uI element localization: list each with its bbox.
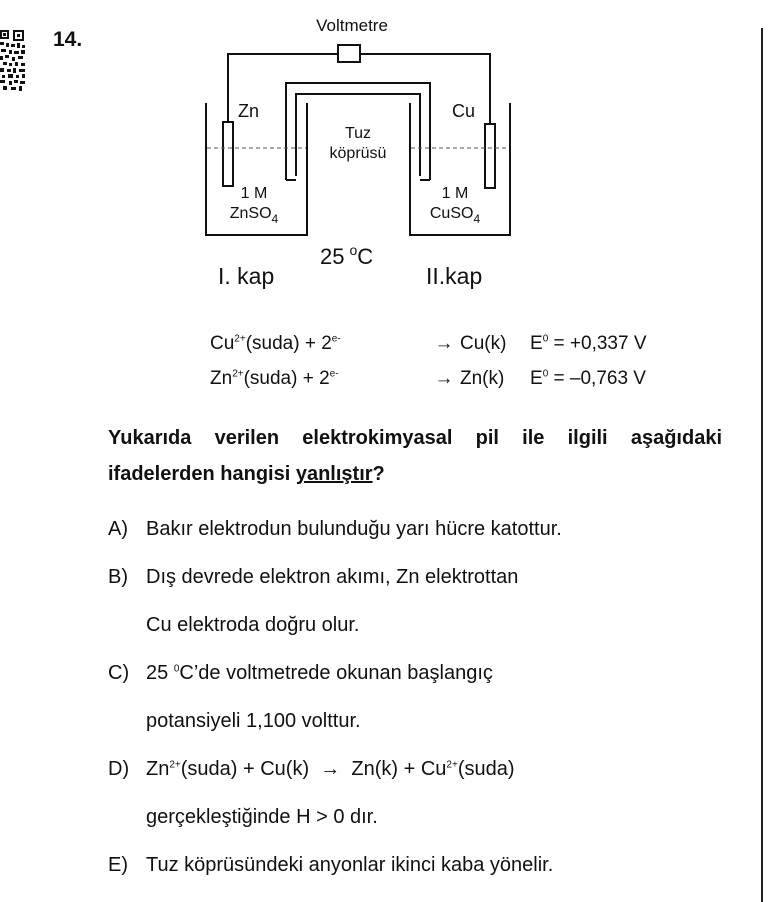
option-c[interactable]: C) 25 $^0$C’de voltmetrede okunan başlangıç	[108, 662, 493, 684]
question-number: 14.	[53, 28, 83, 51]
zn-electrode-label: Zn	[238, 101, 260, 121]
half-reaction-cu: $Cu^{2+}(suda) + 2^{e-}$ → Cu(k) $E^0 = +0,337$ V	[210, 332, 647, 354]
right-concentration: 1 M	[441, 185, 469, 202]
cu-electrode-label: Cu	[452, 101, 476, 121]
salt-bridge-label-line1: Tuz	[344, 125, 372, 142]
temperature-label: 25 $^o$C	[320, 242, 374, 269]
zn-electrode	[223, 122, 233, 186]
right-container-label: II.kap	[426, 263, 483, 289]
half-reactions	[210, 326, 647, 396]
voltmeter	[338, 45, 360, 62]
qr-code-icon	[0, 30, 26, 92]
half-reaction-zn: $Zn^{2+}(suda) + 2^{e-}$ → Zn(k) $E^0 = -0,763$ V	[210, 367, 646, 389]
salt-bridge-label-line2: köprüsü	[329, 145, 387, 162]
left-solution-label: ZnSO$_4$	[229, 205, 279, 226]
option-d[interactable]: D) $Zn^{2+}(suda) + Cu(k) \to Zn(k)$ + $Cu^{2+}(suda)$	[108, 758, 515, 780]
option-a[interactable]: A) Bakır elektrodun bulunduğu yarı hücre katottur.	[108, 518, 562, 540]
option-e[interactable]: E) Tuz köprüsündeki anyonlar ikinci kaba yönelir.	[108, 854, 554, 876]
underlined-keyword: yanlıştır	[295, 463, 373, 485]
voltmeter-label: Voltmetre	[316, 16, 388, 35]
option-b-continuation: Cu elektroda doğru olur.	[146, 614, 360, 636]
page-divider	[761, 28, 763, 902]
right-solution-label: CuSO$_4$	[429, 205, 481, 226]
left-container-label: I. kap	[218, 263, 275, 289]
question-stem: Yukarıda verilen elektrokimyasal pil ile ilgili aşağıdaki ifadelerden hangisi yanlıştır?	[108, 427, 722, 485]
option-c-continuation: potansiyeli 1,100 volttur.	[146, 710, 361, 732]
left-concentration: 1 M	[240, 185, 268, 202]
electrochemical-cell-diagram	[190, 8, 520, 300]
option-d-continuation: gerçekleştiğinde H > 0 dır.	[146, 806, 378, 828]
option-b[interactable]: B) Dış devrede elektron akımı, Zn elektrottan	[108, 566, 519, 588]
cu-electrode	[485, 124, 495, 188]
